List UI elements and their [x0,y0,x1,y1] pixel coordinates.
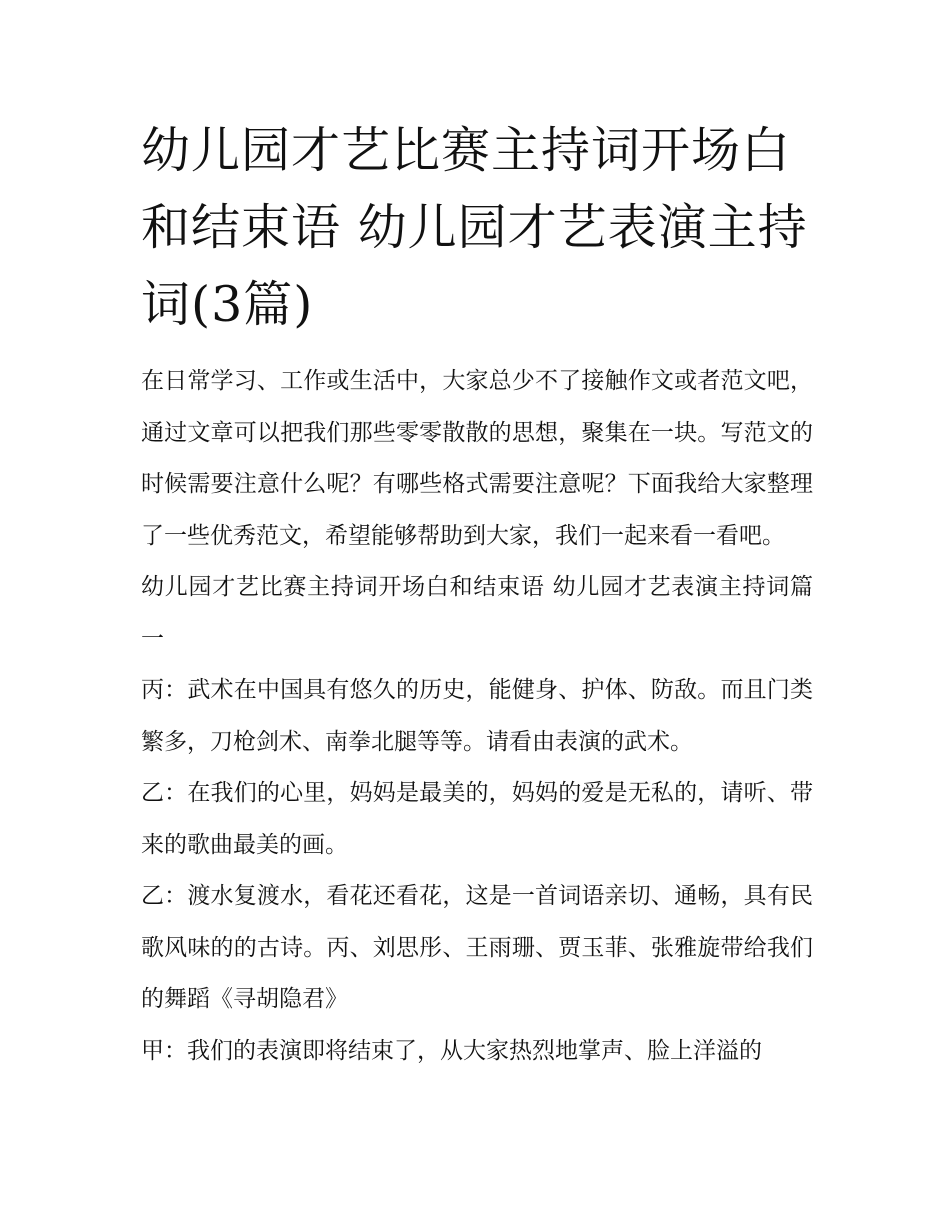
document-body [141,356,813,1077]
script-line: 乙：在我们的心里，妈妈是最美的，妈妈的爱是无私的，请听、带来的歌曲最美的画。 [141,780,813,858]
script-line: 丙：武术在中国具有悠久的历史，能健身、护体、防敌。而且门类繁多，刀枪剑术、南拳北腿等等。请看由表演的武术。 [141,677,813,755]
intro-paragraph: 在日常学习、工作或生活中，大家总少不了接触作文或者范文吧，通过文章可以把我们那些零零散散的思想，聚集在一块。写范文的时候需要注意什么呢？有哪些格式需要注意呢？下面我给大家整理了一些优秀范文，希望能够帮助到大家，我们一起来看一看吧。 [141,368,813,549]
document-page [141,112,813,1077]
section-heading: 幼儿园才艺比赛主持词开场白和结束语 幼儿园才艺表演主持词篇一 [141,574,813,652]
script-line: 乙：渡水复渡水，看花还看花，这是一首词语亲切、通畅，具有民歌风味的的古诗。丙、刘思彤、王雨珊、贾玉菲、张雅旋带给我们的舞蹈《寻胡隐君》 [141,883,813,1012]
document-title: 幼儿园才艺比赛主持词开场白和结束语 幼儿园才艺表演主持词(3篇) [141,122,808,333]
script-line: 甲：我们的表演即将结束了，从大家热烈地掌声、脸上洋溢的 [141,1037,762,1064]
